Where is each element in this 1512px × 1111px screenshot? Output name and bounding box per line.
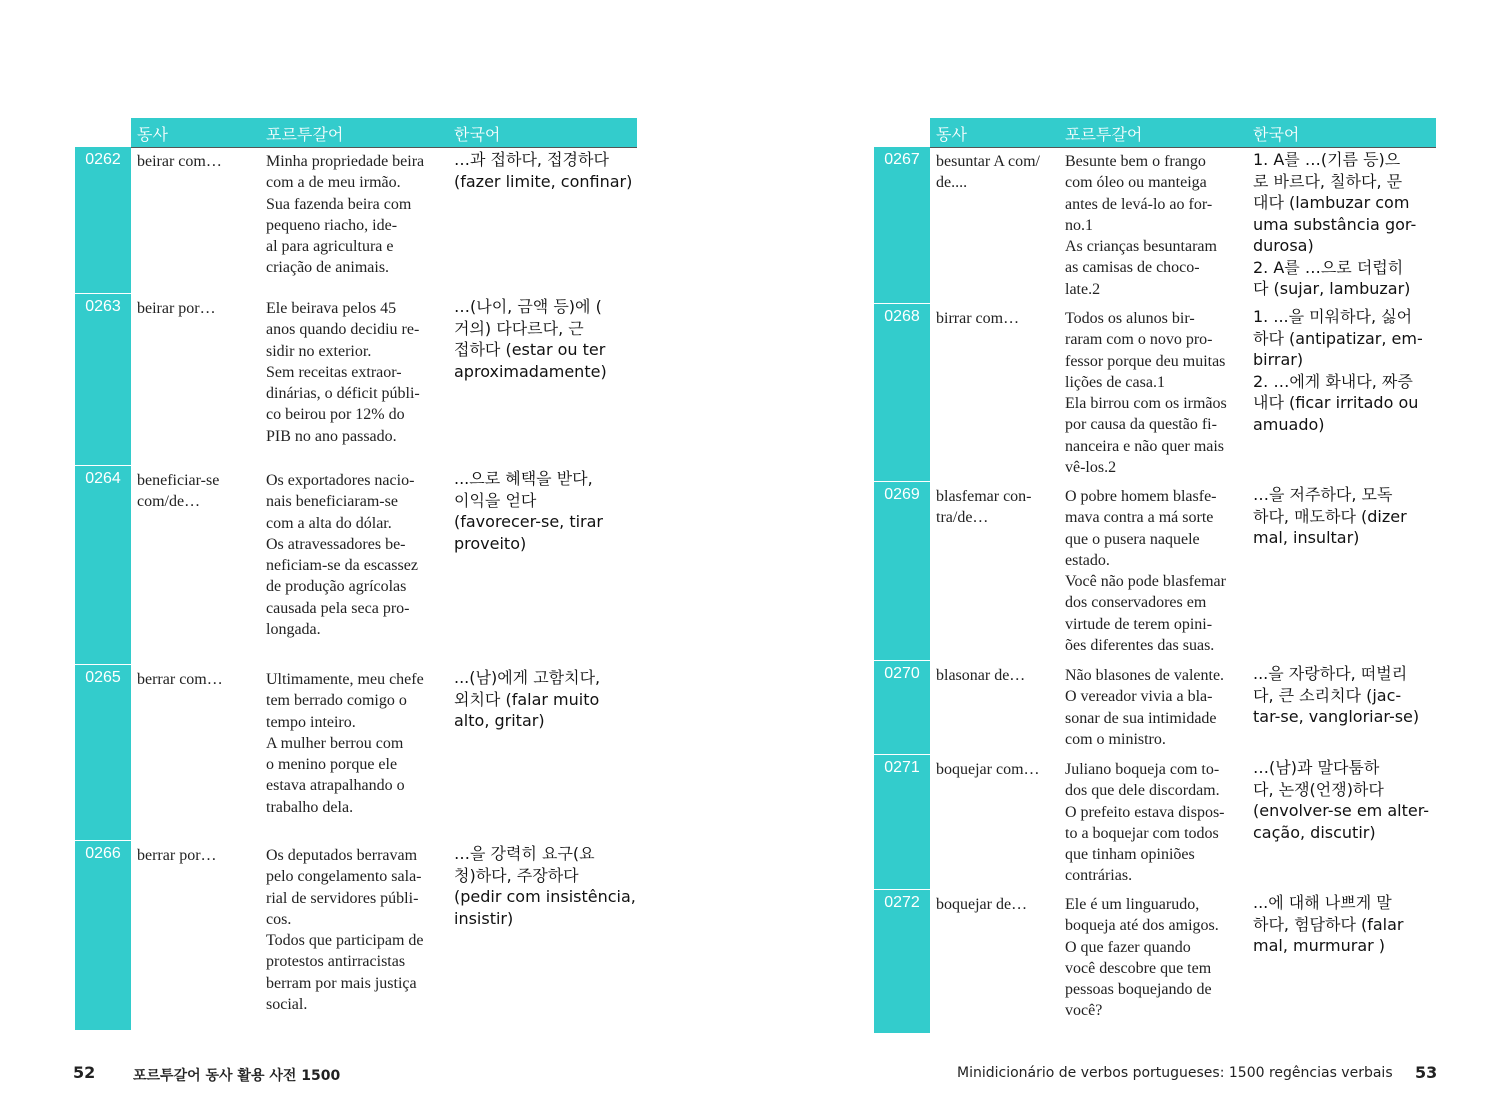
entry-korean [454,843,637,929]
korean-line: (envolver-se em alter- [1253,801,1430,820]
entry-examples [1065,894,1249,1022]
example-line: Juliano boqueja com to- [1065,761,1220,778]
header-bar [131,118,637,147]
entry-number: 0264 [75,466,131,664]
example-line: tempo inteiro. [266,713,356,731]
korean-line: 하다 (antipatizar, em- [1253,328,1423,348]
example-line: Não blasones de valente. [1065,667,1225,684]
example-line: o menino porque ele [266,756,398,774]
example-line: Os deputados berravam [266,847,418,864]
example-line: de produção agrícolas [266,578,407,596]
entry-examples [266,151,450,279]
example-line: Minha propriedade beira [266,153,425,170]
entry-verb: birrar com… [936,310,1020,327]
entry-row [75,665,637,841]
example-line: estado. [1065,551,1110,569]
entry-row [874,482,1436,661]
left-page [75,118,637,1031]
entry-korean [454,468,637,554]
entry-verb: berrar por… [137,847,217,864]
example-line: nanceira e não quer mais [1065,437,1225,455]
example-line: Todos que participam de [266,932,424,950]
page-number-left: 52 [73,1063,96,1082]
entry-korean [1253,149,1436,300]
korean-line: ...에 대해 나쁘게 말 [1253,893,1392,912]
example-line: tem berrado comigo o [266,692,407,710]
korean-line: …과 접하다, 접경하다 [454,150,609,169]
example-line: fessor porque deu muitas [1065,352,1226,370]
example-line: contrárias. [1065,867,1133,885]
entry-korean [454,667,637,732]
korean-line: 대다 (lambuzar com [1253,193,1410,212]
example-line: causada pela seca pro- [266,599,410,617]
example-line: criação de animais. [266,259,390,277]
korean-line: amuado) [1253,414,1325,434]
entry-examples [1065,486,1249,656]
korean-line: alto, gritar) [454,711,545,730]
example-line: dos que dele discordam. [1065,782,1220,800]
example-line: Os atravessadores be- [266,535,406,553]
entry-number: 0268 [874,304,930,481]
example-line: pessoas boquejando de [1065,981,1212,999]
table-header [75,118,637,147]
example-line: que o pusera naquele [1065,530,1200,548]
korean-line: …을 강력히 요구(요 [454,844,595,863]
example-line: to a boquejar com todos [1065,824,1219,842]
example-line: al para agricultura e [266,238,394,256]
entry-korean [1253,663,1436,728]
entry-number: 0262 [75,147,131,293]
example-line: Sem receitas extraor- [266,363,402,381]
korean-line: ...(남)에게 고함치다, [454,668,601,687]
example-line: sonar de sua intimidade [1065,709,1217,727]
example-line: com o ministro. [1065,730,1166,748]
example-line: com a de meu irmão. [266,174,401,192]
example-line: Você não pode blasfemar [1065,573,1226,591]
korean-line: mal, murmurar ) [1253,936,1386,955]
entry-korean [1253,757,1436,843]
header-portuguese: 포르투갈어 [1065,125,1143,144]
korean-line: 외치다 (falar muito [454,689,600,709]
example-line: Sua fazenda beira com [266,195,412,213]
entry-verb: blasonar de… [936,667,1026,684]
entry-examples [266,669,450,818]
example-line: late.2 [1065,280,1101,298]
example-line: trabalho dela. [266,798,354,816]
example-line: você descobre que tem [1065,959,1212,977]
example-line: O pobre homem blasfe- [1065,488,1217,505]
entry-row [75,466,637,665]
entry-list [75,147,637,1031]
example-line: pequeno riacho, ide- [266,216,398,234]
example-line: A mulher berrou com [266,734,404,752]
example-line: As crianças besuntaram [1065,238,1217,256]
example-line: antes de levá-lo ao for- [1065,195,1213,213]
header-korean: 한국어 [454,125,501,144]
entry-number: 0271 [874,755,930,889]
example-line: virtude de terem opini- [1065,615,1213,633]
example-line: social. [266,996,308,1014]
korean-line: uma substância gor- [1253,214,1417,234]
entry-row [75,841,637,1031]
entry-number: 0269 [874,482,930,660]
entry-number: 0263 [75,294,131,465]
entry-row [874,661,1436,755]
example-line: Todos os alunos bir- [1065,310,1195,327]
korean-line: tar-se, vangloriar-se) [1253,707,1420,726]
entry-list [874,147,1436,1034]
example-line: ões diferentes das suas. [1065,637,1215,655]
entry-verb: berrar com… [137,671,223,688]
korean-line: …(남)과 말다툼하 [1253,758,1380,777]
entry-row [75,294,637,466]
example-line: as camisas de choco- [1065,259,1200,277]
entry-verb: blasfemar con- tra/de… [936,488,1032,527]
entry-verb: besuntar A com/ de.... [936,153,1040,192]
korean-line: (pedir com insistência, [454,887,636,906]
entry-row [874,147,1436,304]
entry-examples [1065,759,1249,887]
korean-line: 거의) 다다르다, 근 [454,318,584,338]
entry-examples [266,298,450,447]
korean-line: 다 (sujar, lambuzar) [1253,279,1411,298]
entry-number: 0270 [874,661,930,754]
header-bar [930,118,1436,147]
example-line: raram com o novo pro- [1065,331,1213,349]
korean-line: 하다, 매도하다 (dizer [1253,506,1407,526]
entry-row [874,304,1436,482]
example-line: dinárias, o déficit públi- [266,385,420,403]
example-line: com a alta do dólar. [266,514,392,532]
example-line: neficiam-se da escassez [266,557,418,575]
korean-line: ...으로 혜택을 받다, [454,469,593,488]
korean-line: 1. ...을 미워하다, 싫어 [1253,307,1413,326]
korean-line: aproximadamente) [454,361,607,381]
korean-line: (favorecer-se, tirar [454,512,604,531]
korean-line: cação, discutir) [1253,822,1376,842]
entry-verb: boquejar com… [936,761,1040,778]
example-line: lições de casa.1 [1065,373,1165,391]
example-line: que tinham opiniões [1065,846,1195,864]
example-line: sidir no exterior. [266,342,372,360]
entry-examples [266,470,450,640]
korean-line: …을 저주하다, 모독 [1253,485,1393,504]
korean-line: 2. …에게 화내다, 짜증 [1253,371,1413,391]
book-title-portuguese: Minidicionário de verbos portugueses: 1500 regências verbais [957,1065,1393,1081]
example-line: boqueja até dos amigos. [1065,917,1219,935]
example-line: Ele é um linguarudo, [1065,896,1200,913]
entry-number: 0272 [874,890,930,1033]
korean-line: 로 바르다, 칠하다, 문 [1253,171,1403,191]
entry-examples [1065,308,1249,478]
example-line: O que fazer quando [1065,938,1191,956]
example-line: O vereador vivia a bla- [1065,688,1213,706]
korean-line: 하다, 험담하다 (falar [1253,914,1404,934]
example-line: Besunte bem o frango [1065,153,1206,170]
example-line: estava atrapalhando o [266,777,405,795]
example-line: pelo congelamento sala- [266,868,422,886]
header-portuguese: 포르투갈어 [266,125,344,144]
example-line: berram por mais justiça [266,974,417,992]
korean-line: 다, 논쟁(언쟁)하다 [1253,779,1384,799]
example-line: nais beneficiaram-se [266,493,398,511]
korean-line: (fazer limite, confinar) [454,171,633,191]
korean-line: proveito) [454,533,527,553]
example-line: por causa da questão fi- [1065,416,1217,434]
book-title-korean: 포르투갈어 동사 활용 사전 1500 [133,1068,341,1084]
example-line: anos quando decidiu re- [266,321,420,339]
entry-verb: beneficiar-se com/de… [137,472,220,511]
entry-verb: boquejar de… [936,896,1028,913]
example-line: protestos antirracistas [266,953,406,971]
entry-examples [1065,151,1249,300]
korean-line: 다, 큰 소리치다 (jac- [1253,685,1402,705]
entry-verb: beirar por… [137,300,216,317]
example-line: O prefeito estava dispos- [1065,803,1225,821]
korean-line: ...을 자랑하다, 떠벌리 [1253,664,1408,683]
entry-number: 0266 [75,841,131,1030]
entry-korean [454,296,637,382]
entry-row [75,147,637,294]
header-verb: 동사 [137,125,168,144]
entry-examples [266,845,450,1015]
korean-line: 1. A를 …(기름 등)으 [1253,150,1401,169]
table-header [874,118,1436,147]
korean-line: 내다 (ficar irritado ou [1253,393,1419,412]
example-line: Os exportadores nacio- [266,472,415,489]
header-korean: 한국어 [1253,125,1300,144]
entry-korean [1253,306,1436,435]
example-line: cos. [266,910,292,928]
example-line: co beirou por 12% do [266,406,405,424]
example-line: você? [1065,1002,1103,1020]
header-verb: 동사 [936,125,967,144]
entry-row [874,755,1436,890]
korean-line: 이익을 얻다 [454,490,537,510]
korean-line: 청)하다, 주장하다 [454,865,579,885]
example-line: mava contra a má sorte [1065,509,1214,527]
korean-line: …(나이, 금액 등)에 ( [454,297,602,316]
example-line: PIB no ano passado. [266,427,397,445]
example-line: dos conservadores em [1065,594,1207,612]
korean-line: insistir) [454,908,514,928]
example-line: Ultimamente, meu chefe [266,671,424,688]
entry-verb: beirar com… [137,153,222,170]
entry-number: 0267 [874,147,930,303]
entry-number: 0265 [75,665,131,840]
entry-korean [1253,892,1436,957]
entry-korean [1253,484,1436,549]
page-number-right: 53 [1415,1063,1438,1082]
example-line: rial de servidores públi- [266,889,419,907]
example-line: no.1 [1065,216,1093,234]
right-page [874,118,1436,1034]
entry-examples [1065,665,1249,750]
example-line: com óleo ou manteiga [1065,174,1207,192]
example-line: vê-los.2 [1065,459,1117,477]
korean-line: mal, insultar) [1253,528,1360,547]
example-line: Ele beirava pelos 45 [266,300,397,317]
korean-line: 접하다 (estar ou ter [454,340,606,359]
example-line: Ela birrou com os irmãos [1065,395,1227,413]
entry-row [874,890,1436,1034]
entry-korean [454,149,637,192]
example-line: longada. [266,621,321,639]
korean-line: durosa) [1253,236,1314,255]
korean-line: 2. A를 …으로 더럽히 [1253,257,1404,277]
korean-line: birrar) [1253,350,1304,369]
